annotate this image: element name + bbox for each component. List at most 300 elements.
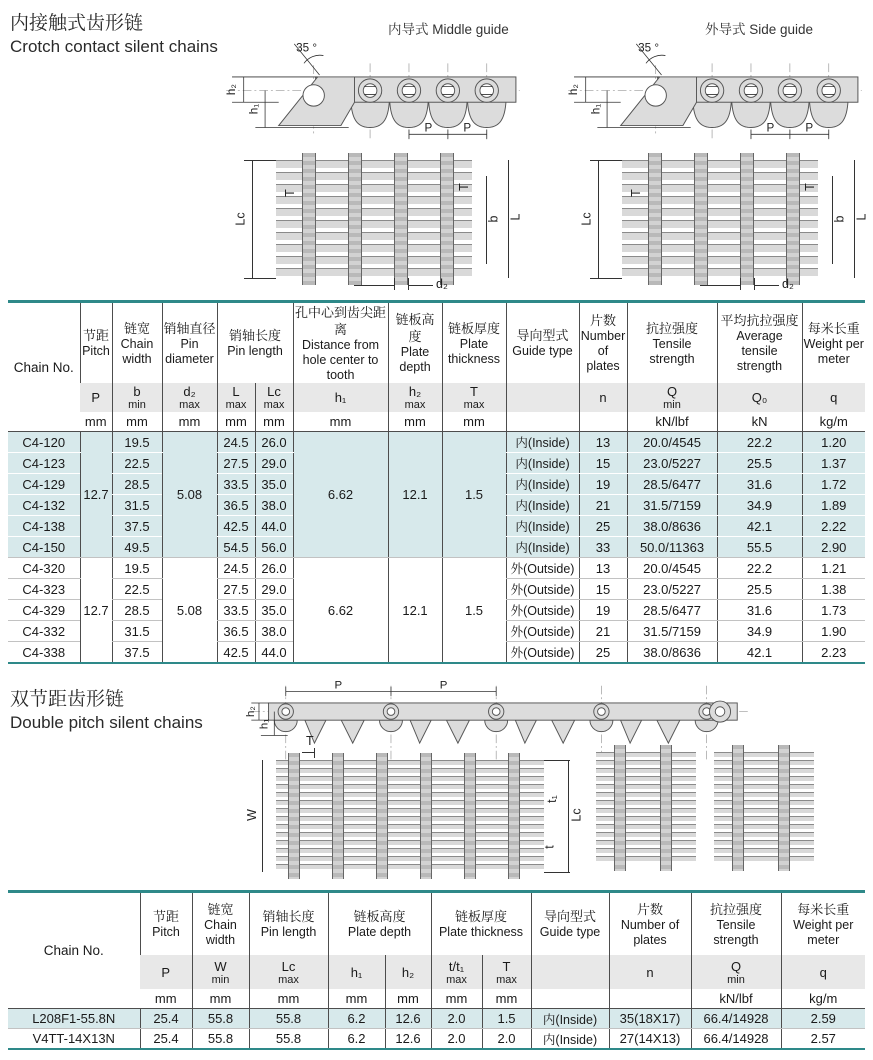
section2-title-zh: 双节距齿形链 bbox=[10, 689, 125, 710]
unit-cell: mm bbox=[431, 989, 482, 1009]
section2-title-en: Double pitch silent chains bbox=[10, 712, 203, 732]
cell-chain-width: 31.5 bbox=[112, 621, 162, 642]
symbol: P bbox=[161, 964, 171, 980]
unit-cell: kN bbox=[717, 412, 802, 432]
cell-chain-width: 55.8 bbox=[192, 1009, 249, 1029]
cell-pin-length: 55.8 bbox=[249, 1009, 328, 1029]
zh-label: 每米长重 bbox=[807, 320, 860, 336]
cell-chain-no: C4-329 bbox=[8, 600, 80, 621]
table-row bbox=[8, 558, 865, 579]
double-pitch-plan-small-2 bbox=[714, 752, 814, 870]
unit-cell: mm bbox=[385, 989, 431, 1009]
symbol: t/t₁ bbox=[448, 958, 465, 974]
cell-pin-length-lc: 38.0 bbox=[255, 495, 293, 516]
zh-label: 销轴长度 bbox=[262, 909, 315, 924]
cell-pin-length-l: 24.5 bbox=[217, 558, 255, 579]
symbol-cell bbox=[328, 955, 385, 989]
en-label: Pitch bbox=[82, 344, 110, 358]
cell-weight: 1.37 bbox=[802, 453, 865, 474]
cell-avg-tensile-strength: 31.6 bbox=[717, 474, 802, 495]
pin-column bbox=[394, 153, 408, 285]
cell-chain-width: 22.5 bbox=[112, 579, 162, 600]
en-label: Tensile strength bbox=[649, 336, 695, 366]
cell-tensile-strength: 38.0/8636 bbox=[627, 516, 717, 537]
cell-plate-thickness-T: 2.0 bbox=[482, 1029, 531, 1050]
cell-avg-tensile-strength: 25.5 bbox=[717, 579, 802, 600]
symbol-cell bbox=[482, 955, 531, 989]
unit-cell: mm bbox=[442, 412, 506, 432]
crotch-contact-chains-table bbox=[8, 300, 865, 664]
cell-tensile-strength: 20.0/4545 bbox=[627, 432, 717, 453]
col-pin-length bbox=[217, 302, 293, 384]
en-label: Guide type bbox=[539, 925, 601, 939]
cell-avg-tensile-strength: 22.2 bbox=[717, 558, 802, 579]
pin-column bbox=[786, 153, 800, 285]
unit-cell: mm bbox=[80, 412, 112, 432]
col-avg-tensile bbox=[717, 302, 802, 384]
en-label: Plate thickness bbox=[447, 336, 501, 366]
unit-cell: mm bbox=[249, 989, 328, 1009]
cell-num-plates: 27(14X13) bbox=[609, 1029, 691, 1050]
cell-avg-tensile-strength: 34.9 bbox=[717, 495, 802, 516]
cell-chain-width: 28.5 bbox=[112, 474, 162, 495]
col-guide-type bbox=[506, 302, 579, 384]
pin-column bbox=[648, 153, 662, 285]
symbol: Q bbox=[666, 384, 678, 399]
symbol-sub: max bbox=[278, 973, 299, 986]
cell-chain-no: C4-338 bbox=[8, 642, 80, 664]
symbol-sub: max bbox=[263, 399, 285, 411]
zh-label: 链板厚度 bbox=[455, 909, 508, 924]
symbol: b bbox=[133, 384, 141, 399]
symbol-sub: min bbox=[211, 973, 230, 986]
table1-body bbox=[8, 432, 865, 664]
zh-label: 销轴直径 bbox=[163, 320, 216, 336]
cell-pin-length-lc: 35.0 bbox=[255, 474, 293, 495]
unit-cell: kN/lbf bbox=[627, 412, 717, 432]
pin-column bbox=[464, 753, 476, 879]
plate-stack bbox=[276, 160, 472, 278]
dim-label-p: P bbox=[439, 680, 448, 692]
section1-title-en: Crotch contact silent chains bbox=[10, 36, 218, 56]
symbol-cell bbox=[385, 955, 431, 989]
cell-pin-diameter: 5.08 bbox=[162, 432, 217, 558]
cell-num-plates: 35(18X17) bbox=[609, 1009, 691, 1029]
table-row bbox=[8, 1009, 865, 1029]
cell-tensile-strength: 50.0/11363 bbox=[627, 537, 717, 558]
zh-label: 导向型式 bbox=[516, 328, 569, 343]
cell-chain-no: C4-323 bbox=[8, 579, 80, 600]
middle-guide-label: 内导式 Middle guide bbox=[388, 22, 509, 37]
cell-pin-length-l: 24.5 bbox=[217, 432, 255, 453]
pin-column bbox=[376, 753, 388, 879]
symbol: T bbox=[470, 384, 478, 399]
cell-pin-length: 55.8 bbox=[249, 1029, 328, 1050]
symbol-cell bbox=[691, 955, 781, 989]
cell-num-plates: 25 bbox=[579, 516, 627, 537]
col-num-plates bbox=[609, 892, 691, 956]
cell-weight: 1.90 bbox=[802, 621, 865, 642]
cell-pin-length-lc: 26.0 bbox=[255, 432, 293, 453]
symbol-sub: min bbox=[128, 399, 146, 411]
cell-weight: 2.22 bbox=[802, 516, 865, 537]
en-label: Weight per meter bbox=[803, 336, 864, 366]
unit-cell: mm bbox=[328, 989, 385, 1009]
pin-column bbox=[614, 745, 626, 871]
pin-column bbox=[508, 753, 520, 879]
en-label: Average tensile strength bbox=[736, 329, 783, 373]
col-plate-depth bbox=[388, 302, 442, 384]
symbol-sub: min bbox=[663, 399, 681, 411]
symbol-cell bbox=[506, 383, 579, 412]
cell-tensile-strength: 66.4/14928 bbox=[691, 1029, 781, 1050]
cell-plate-depth-h1: 6.2 bbox=[328, 1029, 385, 1050]
zh-label: 平均抗拉强度 bbox=[720, 313, 799, 328]
cell-plate-thickness-t: 2.0 bbox=[431, 1029, 482, 1050]
en-label: Plate depth bbox=[347, 925, 412, 939]
cell-chain-width: 31.5 bbox=[112, 495, 162, 516]
cell-plate-thickness-T: 1.5 bbox=[482, 1009, 531, 1029]
cell-plate-depth-h2: 12.6 bbox=[385, 1029, 431, 1050]
middle-guide-profile-diagram bbox=[222, 40, 524, 145]
symbol-sub: max bbox=[496, 973, 517, 986]
plate-stack bbox=[714, 752, 814, 864]
pin-column bbox=[288, 753, 300, 879]
cell-num-plates: 33 bbox=[579, 537, 627, 558]
cell-num-plates: 13 bbox=[579, 558, 627, 579]
cell-num-plates: 21 bbox=[579, 495, 627, 516]
table1-header-units bbox=[8, 412, 865, 432]
cell-tensile-strength: 28.5/6477 bbox=[627, 600, 717, 621]
side-guide-label: 外导式 Side guide bbox=[705, 22, 814, 37]
symbol: P bbox=[91, 390, 101, 405]
cell-avg-tensile-strength: 42.1 bbox=[717, 516, 802, 537]
cell-chain-width: 55.8 bbox=[192, 1029, 249, 1050]
en-label: Pin length bbox=[227, 344, 283, 358]
en-label: Chain width bbox=[120, 336, 154, 366]
cell-pin-length-l: 54.5 bbox=[217, 537, 255, 558]
cell-tensile-strength: 31.5/7159 bbox=[627, 495, 717, 516]
zh-label: 每米长重 bbox=[797, 901, 850, 917]
table1-header-symbols bbox=[8, 383, 865, 412]
unit-cell: mm bbox=[162, 412, 217, 432]
cell-pin-length-l: 36.5 bbox=[217, 621, 255, 642]
cell-pin-length-l: 42.5 bbox=[217, 642, 255, 664]
symbol-cell bbox=[80, 383, 112, 412]
symbol: Q bbox=[730, 958, 742, 974]
symbol-cell bbox=[140, 955, 192, 989]
dim-label-h2: h₂ bbox=[245, 706, 258, 717]
double-pitch-chains-table bbox=[8, 890, 865, 1050]
unit-cell: mm bbox=[192, 989, 249, 1009]
side-guide-profile-diagram bbox=[560, 40, 870, 145]
cell-plate-depth-h1: 6.2 bbox=[328, 1009, 385, 1029]
cell-num-plates: 13 bbox=[579, 432, 627, 453]
col-distance bbox=[293, 302, 388, 384]
symbol-cell bbox=[579, 383, 627, 412]
cell-weight: 1.89 bbox=[802, 495, 865, 516]
pin-column bbox=[420, 753, 432, 879]
cell-chain-no: C4-132 bbox=[8, 495, 80, 516]
symbol: q bbox=[830, 390, 838, 405]
cell-chain-width: 28.5 bbox=[112, 600, 162, 621]
zh-label: 链宽 bbox=[123, 320, 150, 336]
col-pitch bbox=[140, 892, 192, 956]
cell-num-plates: 25 bbox=[579, 642, 627, 664]
cell-chain-no: V4TT-14X13N bbox=[8, 1029, 140, 1050]
col-weight bbox=[781, 892, 865, 956]
cell-pin-length-l: 36.5 bbox=[217, 495, 255, 516]
cell-chain-no: C4-129 bbox=[8, 474, 80, 495]
table1-header-labels bbox=[8, 302, 865, 384]
dim-label-lc: Lc bbox=[233, 212, 248, 226]
symbol-cell bbox=[388, 383, 442, 412]
cell-pitch: 25.4 bbox=[140, 1009, 192, 1029]
pin-column bbox=[302, 153, 316, 285]
zh-label: 链宽 bbox=[207, 901, 234, 917]
middle-guide-plan-diagram bbox=[232, 148, 532, 294]
en-label: Tensile strength bbox=[713, 917, 759, 947]
symbol-cell bbox=[802, 383, 865, 412]
cell-pin-length-lc: 29.0 bbox=[255, 453, 293, 474]
col-num-plates bbox=[579, 302, 627, 384]
symbol-cell bbox=[255, 383, 293, 412]
unit-cell: kN/lbf bbox=[691, 989, 781, 1009]
cell-avg-tensile-strength: 25.5 bbox=[717, 453, 802, 474]
symbol-sub: max bbox=[179, 399, 200, 411]
dim-label-l: L bbox=[508, 213, 523, 221]
plate-stack bbox=[596, 752, 696, 864]
zh-label: 销轴长度 bbox=[229, 328, 282, 343]
cell-pin-length-lc: 44.0 bbox=[255, 516, 293, 537]
cell-guide-type: 内(Inside) bbox=[506, 453, 579, 474]
zh-label: 节距 bbox=[82, 328, 109, 343]
plate-stack bbox=[622, 160, 818, 278]
cell-guide-type: 外(Outside) bbox=[506, 621, 579, 642]
cell-chain-no: C4-120 bbox=[8, 432, 80, 453]
unit-cell: mm bbox=[217, 412, 255, 432]
symbol-sub: min bbox=[727, 973, 745, 986]
cell-chain-no: C4-150 bbox=[8, 537, 80, 558]
cell-pin-diameter: 5.08 bbox=[162, 558, 217, 664]
dim-label-t: T bbox=[282, 189, 297, 197]
cell-weight: 2.90 bbox=[802, 537, 865, 558]
dim-label-t1: t₁ bbox=[544, 795, 559, 803]
cell-plate-depth-h2: 12.6 bbox=[385, 1009, 431, 1029]
symbol-cell bbox=[431, 955, 482, 989]
symbol: L bbox=[232, 384, 240, 399]
cell-guide-type: 内(Inside) bbox=[506, 432, 579, 453]
pin-column bbox=[778, 745, 790, 871]
symbol-sub: max bbox=[446, 973, 467, 986]
en-label: Distance from hole center to tooth bbox=[301, 337, 380, 382]
symbol: h₂ bbox=[401, 964, 415, 980]
symbol-sub: max bbox=[404, 399, 426, 411]
cell-tensile-strength: 23.0/5227 bbox=[627, 579, 717, 600]
section1-title bbox=[10, 12, 218, 57]
table2-header-labels bbox=[8, 892, 865, 956]
cell-chain-width: 19.5 bbox=[112, 558, 162, 579]
table-row bbox=[8, 432, 865, 453]
cell-guide-type: 外(Outside) bbox=[506, 579, 579, 600]
cell-tensile-strength: 23.0/5227 bbox=[627, 453, 717, 474]
cell-num-plates: 21 bbox=[579, 621, 627, 642]
cell-chain-width: 37.5 bbox=[112, 516, 162, 537]
pin-column bbox=[732, 745, 744, 871]
cell-tensile-strength: 31.5/7159 bbox=[627, 621, 717, 642]
cell-weight: 2.23 bbox=[802, 642, 865, 664]
symbol: h₁ bbox=[334, 390, 347, 405]
symbol-cell bbox=[112, 383, 162, 412]
zh-label: 抗拉强度 bbox=[710, 901, 763, 917]
cell-pitch: 25.4 bbox=[140, 1029, 192, 1050]
pin-column bbox=[332, 753, 344, 879]
symbol-cell bbox=[217, 383, 255, 412]
zh-label: 片数 bbox=[637, 901, 664, 917]
dim-label-b: b bbox=[486, 215, 501, 223]
symbol: d₂ bbox=[183, 384, 196, 399]
symbol: Q₀ bbox=[751, 390, 768, 405]
cell-pin-length-lc: 56.0 bbox=[255, 537, 293, 558]
dim-label-t: T bbox=[802, 183, 817, 191]
cell-plate-depth: 12.1 bbox=[388, 558, 442, 664]
col-guide-type bbox=[531, 892, 609, 956]
cell-chain-width: 22.5 bbox=[112, 453, 162, 474]
cell-pin-length-lc: 26.0 bbox=[255, 558, 293, 579]
cell-weight: 2.57 bbox=[781, 1029, 865, 1050]
cell-weight: 1.73 bbox=[802, 600, 865, 621]
cell-tensile-strength: 20.0/4545 bbox=[627, 558, 717, 579]
unit-cell: mm bbox=[388, 412, 442, 432]
col-plate-thickness bbox=[442, 302, 506, 384]
dim-label-d2: d₂ bbox=[782, 277, 794, 291]
cell-pitch: 12.7 bbox=[80, 558, 112, 664]
symbol: W bbox=[214, 958, 227, 974]
unit-cell: mm bbox=[293, 412, 388, 432]
cell-chain-no: L208F1-55.8N bbox=[8, 1009, 140, 1029]
cell-plate-thickness: 1.5 bbox=[442, 558, 506, 664]
cell-guide-type: 内(Inside) bbox=[506, 516, 579, 537]
en-label: Weight per meter bbox=[793, 917, 854, 947]
zh-label: 抗拉强度 bbox=[646, 320, 699, 336]
col-chain-width bbox=[192, 892, 249, 956]
symbol-cell bbox=[442, 383, 506, 412]
symbol-cell bbox=[627, 383, 717, 412]
cell-pin-length-l: 27.5 bbox=[217, 453, 255, 474]
cell-distance: 6.62 bbox=[293, 558, 388, 664]
en-label: Pin length bbox=[260, 925, 317, 939]
cell-chain-width: 37.5 bbox=[112, 642, 162, 664]
cell-guide-type: 外(Outside) bbox=[506, 600, 579, 621]
cell-guide-type: 内(Inside) bbox=[506, 474, 579, 495]
en-label: Plate depth bbox=[399, 345, 431, 374]
cell-tensile-strength: 38.0/8636 bbox=[627, 642, 717, 664]
dim-label-lc: Lc bbox=[579, 212, 594, 226]
section2-title bbox=[10, 688, 203, 733]
pin-column bbox=[740, 153, 754, 285]
zh-label: 片数 bbox=[590, 313, 617, 328]
cell-guide-type: 内(Inside) bbox=[531, 1029, 609, 1050]
dim-label-b: b bbox=[832, 215, 847, 223]
unit-cell: mm bbox=[482, 989, 531, 1009]
cell-pin-length-l: 42.5 bbox=[217, 516, 255, 537]
cell-plate-thickness: 1.5 bbox=[442, 432, 506, 558]
symbol-cell bbox=[781, 955, 865, 989]
col-pin-diameter bbox=[162, 302, 217, 384]
unit-cell: mm bbox=[140, 989, 192, 1009]
cell-weight: 1.72 bbox=[802, 474, 865, 495]
en-label: Number of plates bbox=[620, 917, 680, 947]
cell-pin-length-lc: 35.0 bbox=[255, 600, 293, 621]
symbol: h₁ bbox=[350, 964, 363, 980]
zh-label: 导向型式 bbox=[544, 909, 597, 924]
col-tensile bbox=[627, 302, 717, 384]
col-tensile bbox=[691, 892, 781, 956]
col-plate-depth bbox=[328, 892, 431, 956]
cell-avg-tensile-strength: 22.2 bbox=[717, 432, 802, 453]
cell-plate-thickness-t: 2.0 bbox=[431, 1009, 482, 1029]
cell-pin-length-l: 33.5 bbox=[217, 474, 255, 495]
unit-cell bbox=[506, 412, 579, 432]
table2-body bbox=[8, 1009, 865, 1050]
cell-chain-no: C4-332 bbox=[8, 621, 80, 642]
col-weight bbox=[802, 302, 865, 384]
unit-cell: kg/m bbox=[802, 412, 865, 432]
zh-label: 链板高度 bbox=[395, 312, 435, 344]
col-chain-no: Chain No. bbox=[8, 892, 140, 1009]
dim-label-l: L bbox=[854, 213, 869, 221]
cell-chain-width: 19.5 bbox=[112, 432, 162, 453]
en-label: Pin diameter bbox=[165, 336, 214, 366]
cell-chain-width: 49.5 bbox=[112, 537, 162, 558]
cell-num-plates: 19 bbox=[579, 600, 627, 621]
zh-label: 链板厚度 bbox=[448, 320, 501, 336]
symbol: Lc bbox=[267, 384, 281, 399]
cell-guide-type: 外(Outside) bbox=[506, 642, 579, 664]
en-label: Number of plates bbox=[580, 329, 626, 373]
cell-pin-length-l: 33.5 bbox=[217, 600, 255, 621]
dim-label-t: T bbox=[456, 183, 471, 191]
dim-label-w: W bbox=[244, 809, 259, 821]
unit-cell: mm bbox=[255, 412, 293, 432]
cell-avg-tensile-strength: 55.5 bbox=[717, 537, 802, 558]
cell-guide-type: 内(Inside) bbox=[506, 537, 579, 558]
cell-plate-depth: 12.1 bbox=[388, 432, 442, 558]
cell-num-plates: 15 bbox=[579, 579, 627, 600]
en-label: Plate thickness bbox=[438, 925, 524, 939]
cell-avg-tensile-strength: 31.6 bbox=[717, 600, 802, 621]
cell-pin-length-lc: 44.0 bbox=[255, 642, 293, 664]
pin-column bbox=[660, 745, 672, 871]
en-label: Pitch bbox=[152, 925, 180, 939]
zh-label: 孔中心到齿尖距离 bbox=[295, 304, 387, 337]
dim-label-d2: d₂ bbox=[436, 277, 448, 291]
en-label: Chain width bbox=[204, 917, 237, 947]
dim-label-t: T bbox=[628, 189, 643, 197]
cell-pitch: 12.7 bbox=[80, 432, 112, 558]
zh-label: 链板高度 bbox=[353, 909, 406, 924]
symbol: T bbox=[502, 958, 511, 974]
pin-column bbox=[348, 153, 362, 285]
cell-weight: 2.59 bbox=[781, 1009, 865, 1029]
en-label: Guide type bbox=[512, 344, 573, 358]
cell-guide-type: 外(Outside) bbox=[506, 558, 579, 579]
cell-chain-no: C4-138 bbox=[8, 516, 80, 537]
unit-cell bbox=[531, 989, 609, 1009]
pin-column bbox=[440, 153, 454, 285]
cell-avg-tensile-strength: 42.1 bbox=[717, 642, 802, 664]
col-chain-width bbox=[112, 302, 162, 384]
